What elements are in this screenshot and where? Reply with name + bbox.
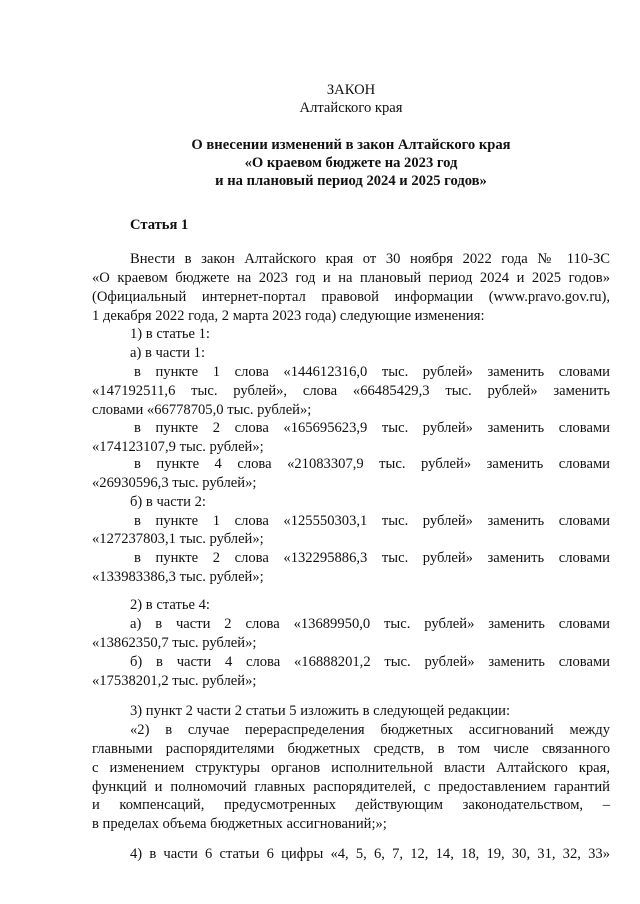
body-line: б) в части 4 слова «16888201,2 тыс. рублей» заменить словами [130,654,610,670]
body-line: в пункте 1 слова «125550303,1 тыс. рублей» заменить словами [134,513,610,529]
body-line: и компенсаций, предусмотренных действующим законодательством, – [92,797,610,813]
body-line: 3) пункт 2 части 2 статьи 5 изложить в следующей редакции: [130,703,511,719]
doc-region: Алтайского края [299,100,403,116]
doc-title-line-2: «О краевом бюджете на 2023 год [244,155,458,171]
body-line: в пределах объема бюджетных ассигнований;»; [92,816,387,832]
doc-type: ЗАКОН [326,82,376,98]
body-line: 1 декабря 2022 года, 2 марта 2023 года) следующие изменения: [92,308,485,324]
body-line: а) в части 2 слова «13689950,0 тыс. рублей» заменить словами [130,616,610,632]
body-line: функций и полномочий главных распорядителей, с предоставлением гарантий [92,779,610,795]
body-line: в пункте 2 слова «165695623,9 тыс. рублей» заменить словами [134,420,610,436]
body-line: 4) в части 6 статьи 6 цифры «4, 5, 6, 7, 12, 14, 18, 19, 30, 31, 32, 33» [130,846,610,862]
body-line: «174123107,9 тыс. рублей»; [92,439,264,455]
body-line: в пункте 1 слова «144612316,0 тыс. рублей» заменить словами [134,364,610,380]
body-line: «О краевом бюджете на 2023 год и на плановый период 2024 и 2025 годов» [92,270,610,286]
body-line: (Официальный интернет-портал правовой информации (www.pravo.gov.ru), [92,289,610,305]
body-line: «127237803,1 тыс. рублей»; [92,531,264,547]
body-line: главными распорядителями бюджетных средств, в том числе связанного [92,741,610,757]
body-line: «26930596,3 тыс. рублей»; [92,475,257,491]
body-line: «147192511,6 тыс. рублей», слова «66485429,3 тыс. рублей» заменить [92,383,610,399]
body-line: 2) в статье 4: [130,597,210,613]
body-line: 1) в статье 1: [130,326,210,342]
body-line: б) в части 2: [130,494,206,510]
body-line: словами «66778705,0 тыс. рублей»; [92,402,312,418]
body-line: «133983386,3 тыс. рублей»; [92,569,264,585]
body-line: Внести в закон Алтайского края от 30 ноября 2022 года № 110-ЗС [130,251,610,267]
body-line: «2) в случае перераспределения бюджетных ассигнований между [130,722,610,738]
body-line: в пункте 4 слова «21083307,9 тыс. рублей» заменить словами [134,456,610,472]
body-line: в пункте 2 слова «132295886,3 тыс. рублей» заменить словами [134,550,610,566]
body-line: с изменением структуры органов исполнительной власти Алтайского края, [92,760,610,776]
body-line: «17538201,2 тыс. рублей»; [92,673,257,689]
body-line: а) в части 1: [130,345,206,361]
body-line: «13862350,7 тыс. рублей»; [92,635,257,651]
article-heading: Статья 1 [130,217,189,233]
doc-title-line-3: и на плановый период 2024 и 2025 годов» [215,173,487,189]
doc-title-line-1: О внесении изменений в закон Алтайского края [191,137,511,153]
